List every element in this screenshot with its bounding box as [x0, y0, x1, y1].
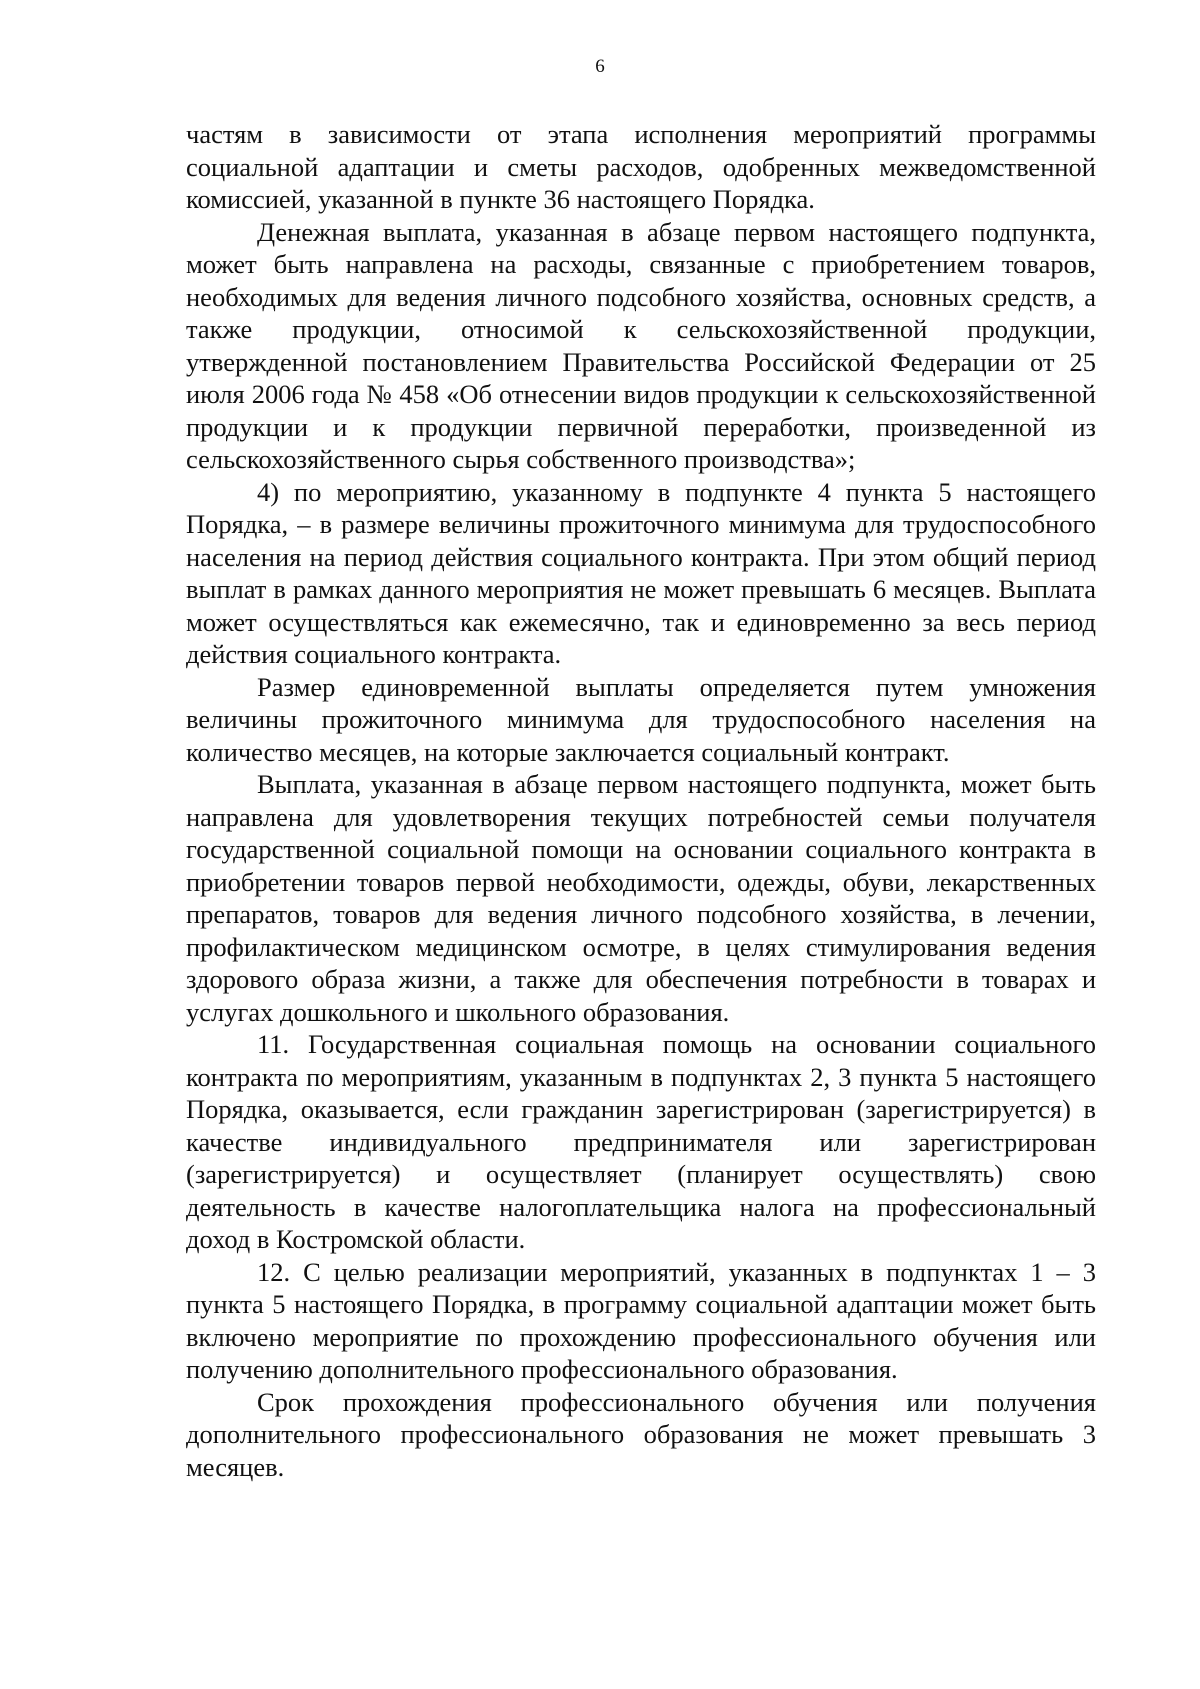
- paragraph-5: Выплата, указанная в абзаце первом настоящего подпункта, может быть направлена для удовлетворения текущих потребностей семьи получателя государственной социальной помощи на основании социального контракта в приобретении товаров первой необходимости, одежды, обуви, лекарственных препаратов, товаров для ведения личного подсобного хозяйства, в лечении, профилактическом медицинском осмотре, в целях стимулирования ведения здорового образа жизни, а также для обеспечения потребности в товарах и услугах дошкольного и школьного образования.: [186, 769, 1096, 1027]
- paragraph-3: 4) по мероприятию, указанному в подпункте 4 пункта 5 настоящего Порядка, – в размере величины прожиточного минимума для трудоспособного населения на период действия социального контракта. При этом общий период выплат в рамках данного мероприятия не может превышать 6 месяцев. Выплата может осуществляться как ежемесячно, так и единовременно за весь период действия социального контракта.: [186, 476, 1096, 669]
- paragraph-4: Размер единовременной выплаты определяется путем умножения величины прожиточного минимума для трудоспособного населения на количество месяцев, на которые заключается социальный контракт.: [186, 671, 1096, 767]
- paragraph-6: 11. Государственная социальная помощь на основании социального контракта по мероприятиям, указанным в подпунктах 2, 3 пункта 5 настоящего Порядка, оказывается, если гражданин зарегистрирован (зарегистрируется) в качестве индивидуального предпринимателя или зарегистрирован (зарегистрируется) и осуществляет (планирует осуществлять) свою деятельность в качестве налогоплательщика налога на профессиональный доход в Костромской области.: [186, 1029, 1096, 1254]
- page-number: 6: [595, 56, 605, 77]
- paragraph-8: Срок прохождения профессионального обучения или получения дополнительного профессионального образования не может превышать 3 месяцев.: [186, 1386, 1096, 1482]
- document-body: [186, 118, 1096, 1483]
- paragraph-1: частям в зависимости от этапа исполнения мероприятий программы социальной адаптации и сметы расходов, одобренных межведомственной комиссией, указанной в пункте 36 настоящего Порядка.: [186, 119, 1096, 214]
- paragraph-2: Денежная выплата, указанная в абзаце первом настоящего подпункта, может быть направлена на расходы, связанные с приобретением товаров, необходимых для ведения личного подсобного хозяйства, основных средств, а также продукции, относимой к сельскохозяйственной продукции, утвержденной постановлением Правительства Российской Федерации от 25 июля 2006 года № 458 «Об отнесении видов продукции к сельскохозяйственной продукции и к продукции первичной переработки, произведенной из сельскохозяйственного сырья собственного производства»;: [186, 216, 1096, 474]
- paragraph-7: 12. С целью реализации мероприятий, указанных в подпунктах 1 – 3 пункта 5 настоящего Порядка, в программу социальной адаптации может быть включено мероприятие по прохождению профессионального обучения или получению дополнительного профессионального образования.: [186, 1256, 1096, 1384]
